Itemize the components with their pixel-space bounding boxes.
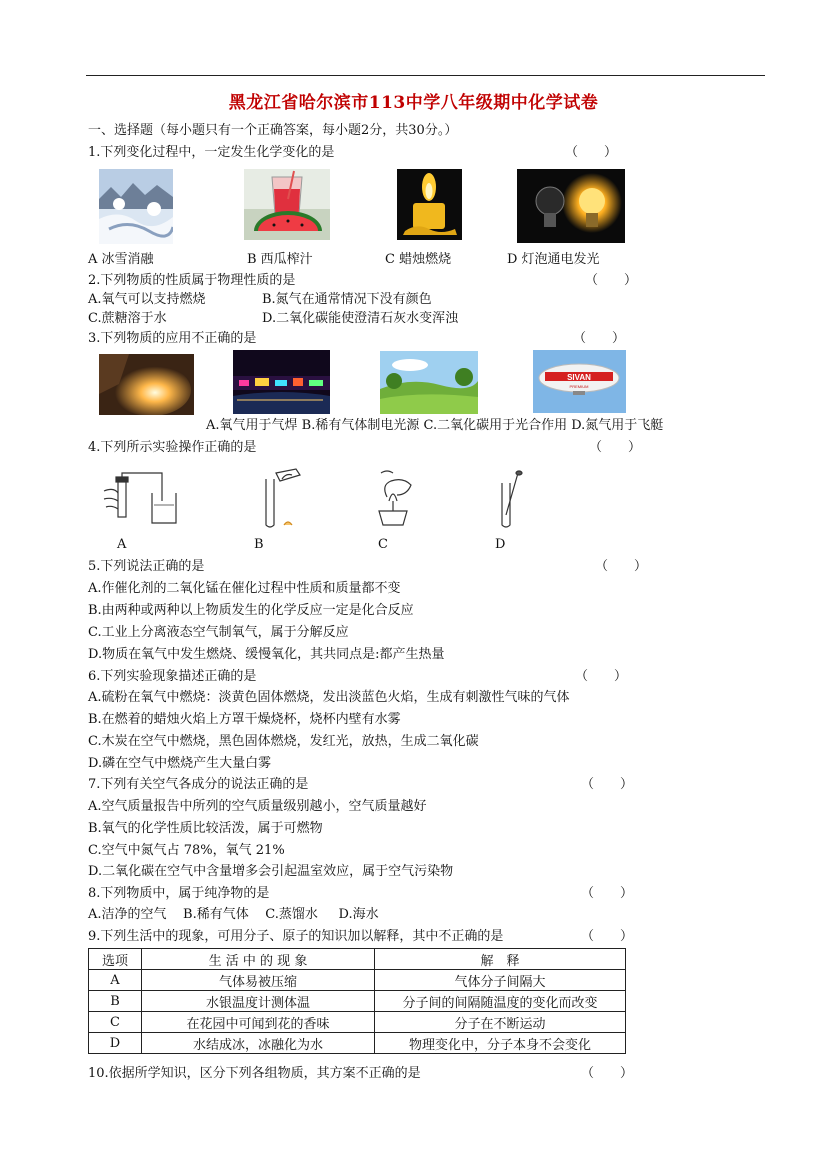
question-6-stem: 6.下列实验现象描述正确的是: [88, 669, 257, 684]
answer-blank: （ ）: [565, 145, 618, 160]
table-cell: 分子在不断运动: [375, 1012, 626, 1033]
table-header-cell: 生 活 中 的 现 象: [142, 949, 375, 970]
apparatus-b-image: [256, 465, 304, 531]
q1-option-b: B 西瓜榨汁: [247, 252, 313, 267]
answer-blank: （ ）: [581, 929, 634, 944]
table-cell: A: [89, 970, 142, 991]
q6-option-a: A.硫粉在氧气中燃烧：淡黄色固体燃烧，发出淡蓝色火焰，生成有刺激性气味的气体: [88, 690, 570, 705]
table-header-cell: 选项: [89, 949, 142, 970]
q4-label-a: A: [117, 537, 127, 552]
table-cell: 气体分子间隔大: [375, 970, 626, 991]
q2-option-a: A.氧气可以支持燃烧: [88, 292, 206, 307]
table-cell: 物理变化中，分子本身不会变化: [375, 1033, 626, 1054]
q4-label-c: C: [378, 537, 388, 552]
table-header-row: [89, 949, 626, 970]
question-8-stem: 8.下列物质中，属于纯净物的是: [88, 886, 270, 901]
table-row: [89, 991, 626, 1012]
q7-option-c: C.空气中氮气占 78%，氧气 21%: [88, 843, 285, 858]
apparatus-a-image: [100, 471, 185, 531]
question-2-stem: 2.下列物质的性质属于物理性质的是: [88, 273, 296, 288]
q6-option-c: C.木炭在空气中燃烧，黑色固体燃烧，发红光，放热，生成二氧化碳: [88, 734, 479, 749]
section-heading: 一、选择题（每小题只有一个正确答案，每小题2分，共30分。）: [88, 123, 458, 138]
q7-option-a: A.空气质量报告中所列的空气质量级别越小，空气质量越好: [88, 799, 427, 814]
q2-option-b: B.氮气在通常情况下没有颜色: [262, 292, 432, 307]
question-10-stem: 10.依据所学知识，区分下列各组物质，其方案不正确的是: [88, 1066, 421, 1081]
table-cell: 水结成冰，冰融化为水: [142, 1033, 375, 1054]
table-row: [89, 970, 626, 991]
q2-option-d: D.二氧化碳能使澄清石灰水变浑浊: [262, 311, 459, 326]
snow-scene-image: [99, 169, 173, 244]
q9-table: [88, 948, 626, 1054]
green-landscape-image: [380, 351, 478, 414]
q7-option-d: D.二氧化碳在空气中含量增多会引起温室效应，属于空气污染物: [88, 864, 454, 879]
answer-blank: （ ）: [573, 331, 626, 346]
q2-option-c: C.蔗糖溶于水: [88, 311, 167, 326]
answer-blank: （ ）: [581, 886, 634, 901]
table-row: [89, 1033, 626, 1054]
answer-blank: （ ）: [581, 777, 634, 792]
answer-blank: （ ）: [581, 1066, 634, 1081]
header-rule: [86, 75, 765, 76]
q7-option-b: B.氧气的化学性质比较活泼，属于可燃物: [88, 821, 323, 836]
answer-blank: （ ）: [589, 440, 642, 455]
page-title: 黑龙江省哈尔滨市113中学八年级期中化学试卷: [228, 93, 599, 113]
q6-option-b: B.在燃着的蜡烛火焰上方罩干燥烧杯，烧杯内壁有水雾: [88, 712, 401, 727]
question-7-stem: 7.下列有关空气各成分的说法正确的是: [88, 777, 309, 792]
q3-options: A.氧气用于气焊 B.稀有气体制电光源 C.二氧化碳用于光合作用 D.氮气用于飞艇: [206, 418, 664, 433]
question-9-stem: 9.下列生活中的现象，可用分子、原子的知识加以解释，其中不正确的是: [88, 929, 504, 944]
table-cell: D: [89, 1033, 142, 1054]
light-bulbs-image: [517, 169, 625, 243]
table-cell: C: [89, 1012, 142, 1033]
table-header-cell: 解 释: [375, 949, 626, 970]
q5-option-a: A.作催化剂的二氧化锰在催化过程中性质和质量都不变: [88, 581, 401, 596]
q1-option-a: A 冰雪消融: [88, 252, 154, 267]
q5-option-c: C.工业上分离液态空气制氧气，属于分解反应: [88, 625, 349, 640]
question-4-stem: 4.下列所示实验操作正确的是: [88, 440, 257, 455]
blimp-brand-text: SIVAN: [567, 373, 591, 382]
question-1-stem: 1.下列变化过程中，一定发生化学变化的是: [88, 145, 335, 160]
table-cell: 分子间的间隔随温度的变化而改变: [375, 991, 626, 1012]
welding-image: [99, 354, 194, 415]
question-3-stem: 3.下列物质的应用不正确的是: [88, 331, 257, 346]
watermelon-juice-image: [244, 169, 330, 240]
answer-blank: （ ）: [575, 669, 628, 684]
neon-lights-image: [233, 350, 330, 414]
table-cell: B: [89, 991, 142, 1012]
q5-option-b: B.由两种或两种以上物质发生的化学反应一定是化合反应: [88, 603, 414, 618]
blimp-image: [533, 350, 626, 413]
blimp-subtext: PREMIUM: [569, 384, 589, 389]
apparatus-c-image: [367, 467, 419, 529]
table-cell: 水银温度计测体温: [142, 991, 375, 1012]
candle-image: [397, 169, 462, 240]
table-cell: 在花园中可闻到花的香味: [142, 1012, 375, 1033]
q8-options: A.洁净的空气 B.稀有气体 C.蒸馏水 D.海水: [88, 907, 379, 922]
answer-blank: （ ）: [595, 559, 648, 574]
q1-option-d: D 灯泡通电发光: [507, 252, 600, 267]
apparatus-d-image: [496, 469, 526, 531]
table-cell: 气体易被压缩: [142, 970, 375, 991]
question-5-stem: 5.下列说法正确的是: [88, 559, 205, 574]
q4-label-d: D: [495, 537, 506, 552]
table-row: [89, 1012, 626, 1033]
q4-label-b: B: [254, 537, 264, 552]
answer-blank: （ ）: [585, 273, 638, 288]
q1-option-c: C 蜡烛燃烧: [385, 252, 452, 267]
q6-option-d: D.磷在空气中燃烧产生大量白雾: [88, 756, 272, 771]
q5-option-d: D.物质在氧气中发生燃烧、缓慢氧化，其共同点是:都产生热量: [88, 647, 445, 662]
